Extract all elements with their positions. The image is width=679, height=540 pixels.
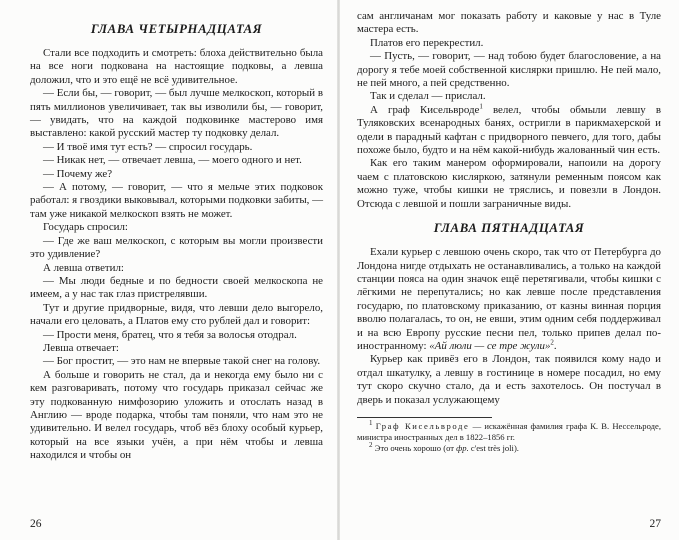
footnote-2: $^2$ Это очень хорошо (от фр. c'est très joli). (369, 440, 519, 453)
paragraph: — Прости меня, братец, что я тебя за волосья отодрал. (43, 328, 297, 341)
paragraph: — Если бы, — говорит, — был лучше мелкоскоп, который в пять миллионов увеличивает, так вы изволили бы, — говорит, — увидать, что на каждой подковинке мастерово имя выставлено: какой русский мастер ту подковку делал. (30, 87, 323, 140)
paragraph: Так и сделал — прислал. (370, 90, 486, 103)
page-number-left: 26 (30, 518, 42, 530)
paragraph: — А потому, — говорит, — что я мельче этих подковок работал: я гвоздики выковывал, которыми подковки забиты, — там уже никакой мелкоскоп взять не может. (30, 181, 323, 220)
paragraph: Платов его перекрестил. (370, 36, 484, 49)
paragraph: Стали все подходить и смотреть: блоха действительно была на все ноги подкована на настоящие подковы, а левша доложил, что и это ещё не всё удивительное. (30, 47, 323, 86)
footnote-ref-2[interactable]: 2 (550, 338, 554, 347)
paragraph-continuation: сам англичанам мог показать работу и каковые у нас в Туле мастера есть. (357, 10, 661, 36)
paragraph: — Никак нет, — отвечает левша, — моего одного и нет. (43, 154, 302, 167)
paragraph: — Мы люди бедные и по бедности своей мелкоскопа не имеем, а у нас так глаз пристрелявши. (30, 274, 323, 301)
page-number-right: 27 (649, 518, 661, 530)
paragraph: — Где же ваш мелкоскоп, с которым вы могли произвести это удивление? (30, 234, 323, 261)
chapter-title-14: ГЛАВА ЧЕТЫРНАДЦАТАЯ (90, 22, 263, 36)
left-page-text (30, 47, 323, 463)
paragraph: А левша ответил: (43, 261, 124, 274)
paragraph: Как его таким манером оформировали, напоили на дорогу чаем с платовскою кисляркою, затянули ременным поясом как можно туже, чтобы кишки не тряслись, и повезли в Лондон. Отсюда с левшой и пошли заграничные виды. (357, 157, 661, 210)
footnote-1: $^1$ Граф Кисельвроде — искажённая фамилия графа К. В. Нессельроде, министра иностранных дел в 1822–1856 гг. (357, 419, 661, 442)
paragraph: Государь спросил: (43, 221, 128, 234)
right-page (340, 0, 679, 540)
footnote-term: Граф Кисельвроде (375, 420, 470, 431)
paragraph: — Пусть, — говорит, — над тобою будет благословение, а на дорогу я тебе моей собственной кислярки пришлю. Не пей мало, не пей много, а пей средственно. (357, 50, 661, 90)
paragraph: — Почему же? (43, 167, 113, 180)
paragraph-count: А граф Кисельвроде$^1$ велел, чтобы обмыли левшу в Туляковских всенародных банях, остригли в парикмахерской и одели в парадный кафтан с придворного певчего, для того, дабы похоже было, будто и на нём какой-нибудь жалованный чин есть. (357, 102, 661, 157)
footnote-ref-1[interactable]: 1 (479, 102, 483, 111)
right-page-text-2 (357, 246, 661, 407)
footnotes (357, 417, 661, 453)
footnote-divider (357, 417, 492, 418)
paragraph: А больше и говорить не стал, да и некогда ему было ни с кем разговаривать, потому что государь приказал сейчас же эту подкованную нимфозорию уложить и отослать назад в Англию — вроде подарка, чтобы там поняли, что нам это не удивительно. И велел государь, чтоб вёз блоху особый курьер, который на все языки учён, а при нём чтобы и левша находился и чтобы он (30, 368, 323, 462)
paragraph: — И твоё имя тут есть? — спросил государь. (43, 140, 253, 153)
paragraph: Курьер как привёз его в Лондон, так появился кому надо и отдал шкатулку, а левшу в гостинице в номере посадил, но ему тут скоро скучно стало, да и есть захотелось. Он постучал в дверь и показал услужающему (357, 353, 661, 406)
chapter-title-15: ГЛАВА ПЯТНАДЦАТАЯ (433, 221, 585, 236)
paragraph: Левша отвечает: (43, 341, 119, 354)
paragraph: — Бог простит, — это нам не впервые такой снег на голову. (43, 355, 321, 368)
paragraph: Тут и другие придворные, видя, что левши дело выгорело, начали его целовать, а Платов ему сто рублей дал и говорит: (30, 301, 323, 328)
song-refrain: «Ай люли — се тре жули» (429, 339, 551, 352)
paragraph-song: Ехали курьер с левшою очень скоро, так что от Петербурга до Лондона нигде отдыхать не останавливались, а только на каждой станции пояса на один значок ещё перетягивали, чтобы кишки с лёгкими не перепутались; но как левше после представления государю, по платовскому приказанию, от казны винная порция вволю полагалась, то он, не евши, этим одним себя поддерживал и на всю Европу русские песни пел, только припев делал по-иностранному: «Ай люли — се тре жули»$^2$. (357, 246, 661, 352)
right-page-text (357, 10, 661, 211)
left-page (0, 0, 337, 540)
